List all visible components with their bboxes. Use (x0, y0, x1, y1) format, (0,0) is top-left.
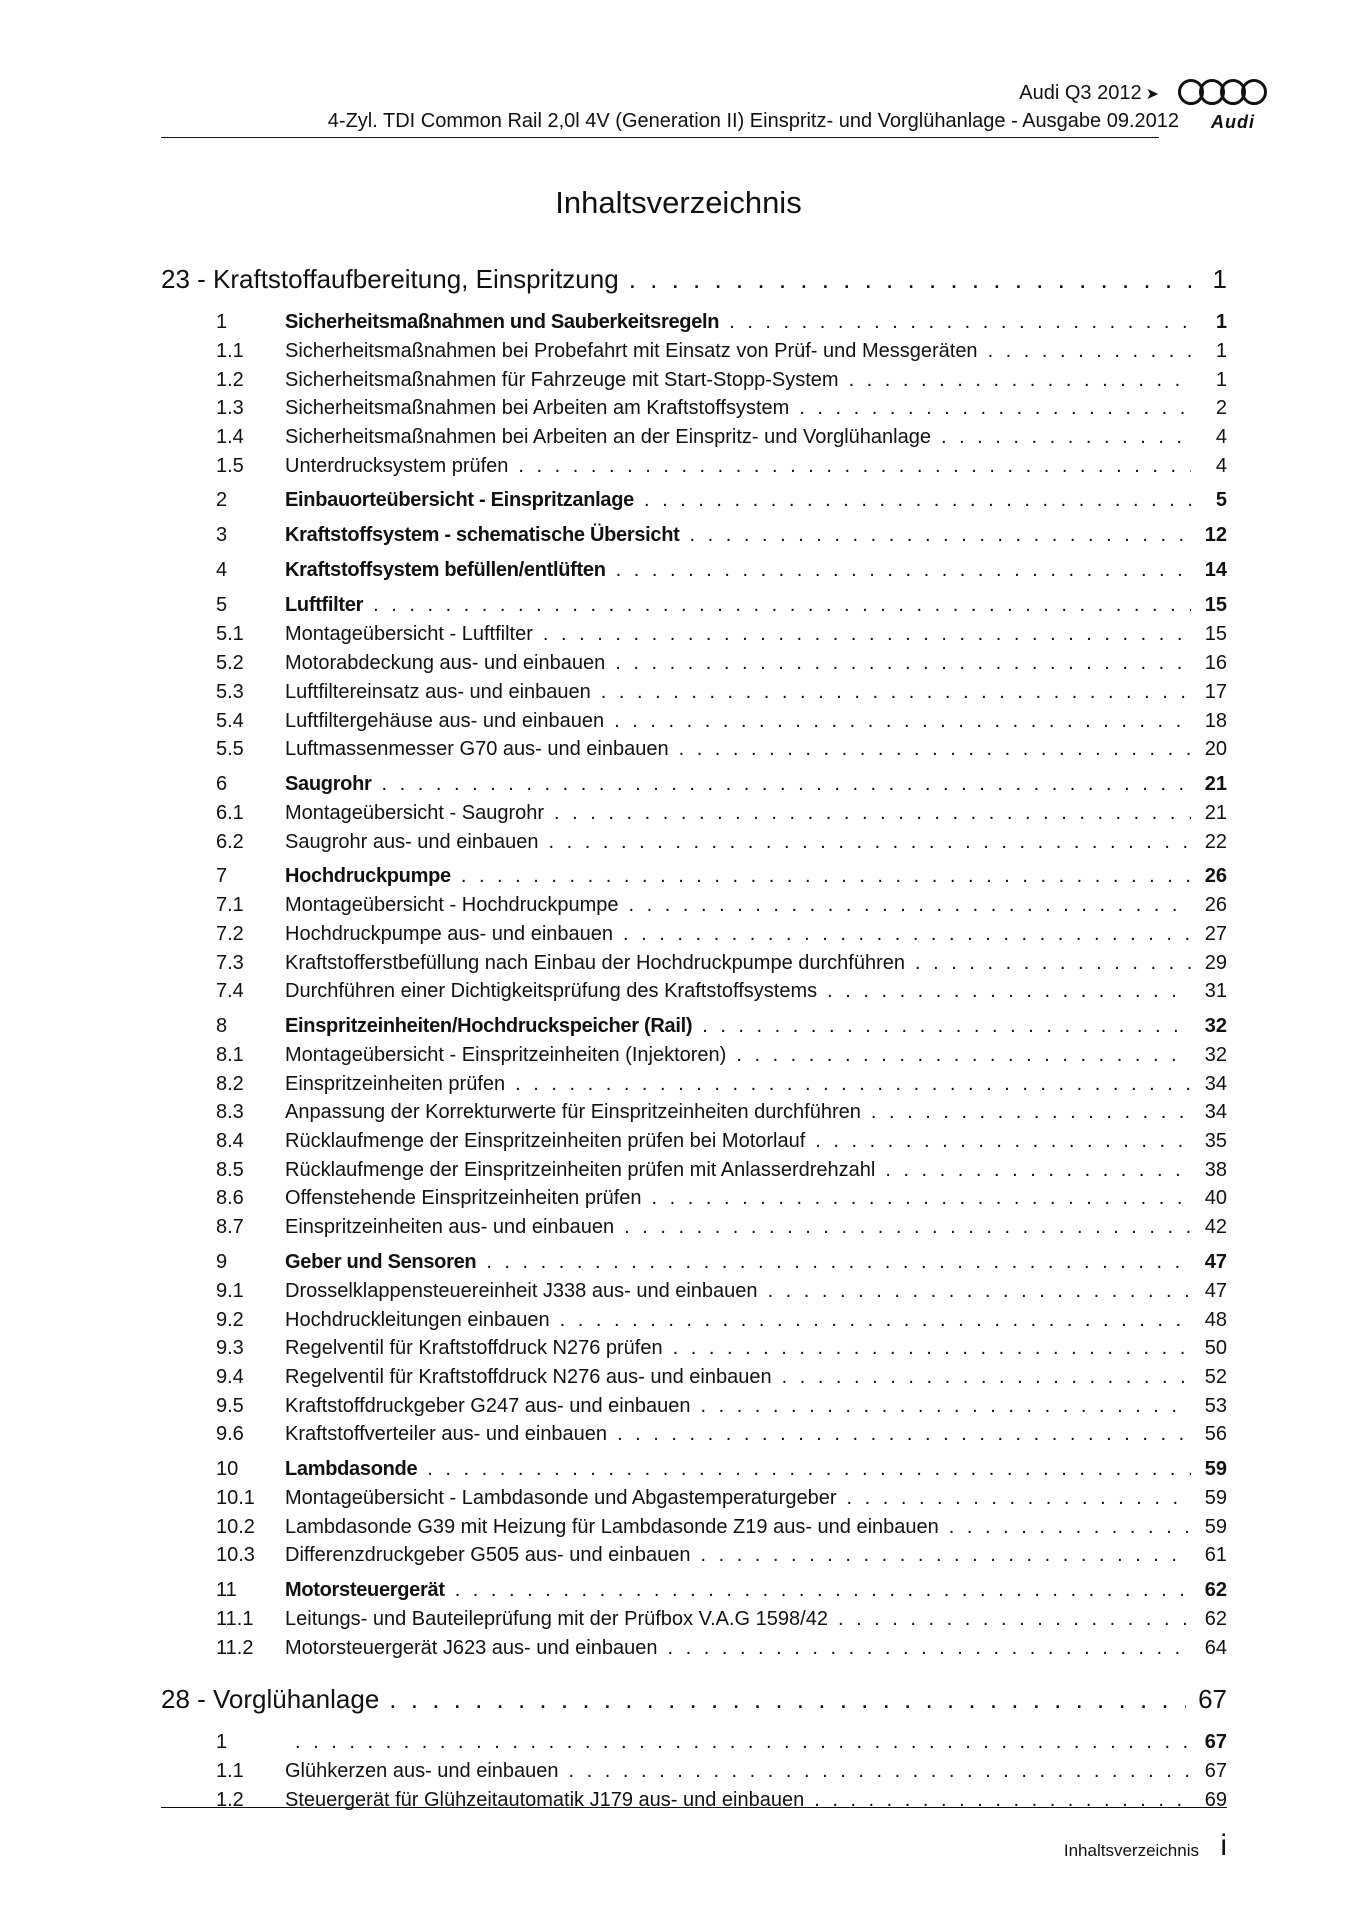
toc-subsection[interactable] (161, 977, 1227, 1006)
toc-subsection-number: 11.1 (216, 1608, 254, 1630)
toc-subsection-title: Differenzdruckgeber G505 aus- und einbauen (285, 1544, 691, 1567)
toc-leader-dots (382, 770, 1192, 799)
toc-subsection[interactable] (161, 1277, 1227, 1306)
toc-leader-dots (729, 308, 1191, 337)
toc-subsection-page: 27 (1204, 922, 1227, 945)
toc-section[interactable] (161, 1012, 1227, 1041)
toc-leader-dots (799, 394, 1191, 423)
toc-subsection-page: 4 (1215, 454, 1227, 477)
toc-subsection-page: 47 (1204, 1279, 1227, 1302)
toc-subsection-number: 7.4 (216, 980, 244, 1003)
toc-subsection[interactable] (161, 1541, 1227, 1570)
toc-subsection-page: 18 (1204, 709, 1227, 732)
toc-subsection[interactable] (161, 649, 1227, 678)
toc-section[interactable] (161, 1455, 1227, 1484)
toc-leader-dots (702, 1012, 1191, 1041)
toc-subsection-number: 1.1 (216, 1760, 244, 1783)
toc-section[interactable] (161, 308, 1227, 337)
toc-leader-dots (871, 1098, 1191, 1127)
toc-leader-dots (389, 1676, 1186, 1722)
toc-subsection-title: Sicherheitsmaßnahmen bei Arbeiten an der Einspritz- und Vorglühanlage (285, 426, 931, 449)
toc-subsection-number: 8.7 (216, 1216, 244, 1239)
toc-subsection-title: Luftmassenmesser G70 aus- und einbauen (285, 738, 669, 761)
toc-leader-dots (616, 556, 1191, 585)
toc-section-number: 1 (216, 311, 228, 333)
page-footer (161, 1807, 1227, 1867)
toc-section[interactable] (161, 862, 1227, 891)
toc-subsection-title: Sicherheitsmaßnahmen bei Arbeiten am Kraftstoffsystem (285, 397, 790, 420)
toc-subsection-page: 38 (1204, 1158, 1227, 1181)
toc-subsection[interactable] (161, 366, 1227, 395)
toc-subsection[interactable] (161, 1098, 1227, 1127)
toc-leader-dots (652, 1184, 1191, 1213)
toc-subsection[interactable] (161, 337, 1227, 366)
toc-subsection-title: Kraftstoffdruckgeber G247 aus- und einbauen (285, 1394, 691, 1417)
toc-subsection-page: 69 (1204, 1789, 1227, 1812)
toc-subsection-number: 5.2 (216, 652, 244, 675)
toc-subsection-number: 8.6 (216, 1187, 244, 1210)
toc-section-number: 2 (216, 489, 228, 512)
toc-leader-dots (667, 1634, 1191, 1663)
toc-subsection-title: Montageübersicht - Luftfilter (285, 623, 533, 646)
toc-subsection[interactable] (161, 394, 1227, 423)
toc-subsection[interactable] (161, 1484, 1227, 1513)
toc-section-number: 4 (216, 559, 228, 582)
toc-subsection-number: 8.4 (216, 1130, 244, 1153)
toc-subsection-page: 53 (1204, 1394, 1227, 1417)
toc-subsection-title: Luftfiltergehäuse aus- und einbauen (285, 709, 605, 732)
toc-section-page: 26 (1204, 865, 1227, 888)
toc-subsection-number: 10.3 (216, 1544, 255, 1567)
toc-subsection[interactable] (161, 452, 1227, 481)
toc-section-title: Geber und Sensoren (285, 1250, 477, 1273)
toc-section-page: 32 (1204, 1015, 1227, 1037)
toc-subsection-title: Luftfiltereinsatz aus- und einbauen (285, 680, 591, 703)
toc-section-title: Luftfilter (285, 594, 364, 617)
toc-subsection-title: Glühkerzen aus- und einbauen (285, 1760, 559, 1783)
toc-subsection-page: 34 (1204, 1101, 1227, 1124)
toc-subsection-page: 22 (1204, 830, 1227, 853)
toc-subsection-page: 1 (1215, 340, 1227, 362)
toc-subsection-page: 31 (1204, 980, 1227, 1003)
toc-leader-dots (849, 366, 1191, 395)
toc-section[interactable] (161, 556, 1227, 585)
toc-leader-dots (988, 337, 1191, 366)
toc-leader-dots (700, 1541, 1191, 1570)
toc-subsection-page: 4 (1215, 426, 1227, 449)
toc-subsection-title: Lambdasonde G39 mit Heizung für Lambdasonde Z19 aus- und einbauen (285, 1515, 939, 1538)
toc-subsection-title: Steuergerät für Glühzeitautomatik J179 aus- und einbauen (285, 1789, 805, 1812)
toc-subsection-page: 35 (1204, 1130, 1227, 1153)
toc-section-page: 62 (1204, 1579, 1227, 1601)
toc-leader-dots (295, 1728, 1191, 1757)
toc-subsection[interactable] (161, 620, 1227, 649)
toc-subsection-page: 29 (1204, 951, 1227, 974)
toc-subsection[interactable] (161, 1513, 1227, 1542)
toc-leader-dots (623, 920, 1191, 949)
toc-subsection[interactable] (161, 891, 1227, 920)
toc-section-number: 3 (216, 524, 228, 547)
toc-section-number: 10 (216, 1457, 239, 1480)
toc-leader-dots (549, 828, 1191, 857)
toc-subsection-number: 6.2 (216, 830, 244, 853)
toc-section-page: 15 (1204, 594, 1227, 617)
toc-subsection-title: Einspritzeinheiten aus- und einbauen (285, 1216, 615, 1239)
toc-section[interactable] (161, 1576, 1227, 1605)
toc-section[interactable] (161, 591, 1227, 620)
toc-subsection-page: 59 (1204, 1515, 1227, 1538)
toc-section-page: 59 (1204, 1457, 1227, 1480)
toc-leader-dots (838, 1605, 1191, 1634)
toc-section-title: Saugrohr (285, 772, 372, 795)
toc-subsection-page: 67 (1204, 1760, 1227, 1783)
toc-subsection[interactable] (161, 678, 1227, 707)
toc-subsection[interactable] (161, 1306, 1227, 1335)
toc-leader-dots (373, 591, 1191, 620)
toc-subsection-page: 59 (1204, 1486, 1227, 1509)
toc-section-page: 67 (1204, 1731, 1227, 1754)
toc-section-title: Einbauorteübersicht - Einspritzanlage (285, 489, 634, 512)
page-title: Inhaltsverzeichnis (555, 185, 802, 220)
toc-subsection-number: 8.1 (216, 1044, 244, 1066)
toc-subsection-number: 9.4 (216, 1365, 244, 1388)
toc-subsection[interactable] (161, 1757, 1227, 1786)
toc-subsection-title: Motorsteuergerät J623 aus- und einbauen (285, 1636, 658, 1659)
toc-section-title: Hochdruckpumpe (285, 865, 451, 888)
toc-subsection[interactable] (161, 1634, 1227, 1663)
toc-subsection-title: Hochdruckleitungen einbauen (285, 1308, 550, 1331)
toc-subsection-title: Regelventil für Kraftstoffdruck N276 aus- und einbauen (285, 1365, 772, 1388)
toc-section-title: Sicherheitsmaßnahmen und Sauberkeitsregeln (285, 311, 720, 333)
toc-subsection-number: 7.1 (216, 894, 244, 917)
toc-leader-dots (690, 521, 1192, 550)
toc-leader-dots (543, 620, 1191, 649)
toc-leader-dots (846, 1484, 1191, 1513)
toc-subsection[interactable] (161, 707, 1227, 736)
toc-subsection-number: 7.2 (216, 922, 244, 945)
toc-leader-dots (455, 1576, 1191, 1605)
toc-leader-dots (515, 1070, 1191, 1099)
toc-subsection-title: Montageübersicht - Lambdasonde und Abgastemperaturgeber (285, 1486, 837, 1509)
toc-subsection-number: 1.4 (216, 426, 244, 449)
toc-chapter-title: 23 - Kraftstoffaufbereitung, Einspritzung (161, 264, 619, 294)
toc-leader-dots (518, 452, 1191, 481)
toc-subsection-page: 48 (1204, 1308, 1227, 1331)
toc-leader-dots (629, 256, 1191, 302)
toc-section-number: 6 (216, 772, 228, 795)
toc-subsection-title: Hochdruckpumpe aus- und einbauen (285, 922, 613, 945)
toc-section-page: 21 (1204, 772, 1227, 795)
toc-subsection-page: 50 (1204, 1337, 1227, 1360)
toc-subsection-page: 16 (1204, 652, 1227, 675)
toc-subsection[interactable] (161, 1363, 1227, 1392)
toc-subsection-page: 26 (1204, 894, 1227, 917)
toc-section-number: 9 (216, 1250, 228, 1273)
toc-subsection[interactable] (161, 920, 1227, 949)
toc-subsection-page: 61 (1204, 1544, 1227, 1567)
toc-leader-dots (782, 1363, 1191, 1392)
toc-section-number: 11 (216, 1579, 237, 1601)
toc-subsection-title: Rücklaufmenge der Einspritzeinheiten prüfen mit Anlasserdrehzahl (285, 1158, 876, 1181)
toc-subsection-page: 21 (1204, 801, 1227, 824)
toc-leader-dots (624, 1213, 1191, 1242)
toc-leader-dots (554, 799, 1191, 828)
toc-subsection-page: 56 (1204, 1423, 1227, 1446)
toc-subsection-title: Kraftstoffverteiler aus- und einbauen (285, 1423, 608, 1446)
toc-subsection-number: 9.3 (216, 1337, 244, 1360)
toc-section-page: 47 (1204, 1250, 1227, 1273)
toc-section-title: Kraftstoffsystem befüllen/entlüften (285, 559, 606, 582)
toc-leader-dots (560, 1306, 1191, 1335)
toc-subsection-number: 5.3 (216, 680, 244, 703)
toc-subsection-page: 2 (1215, 397, 1227, 420)
brand-wordmark: Audi (1211, 112, 1255, 132)
toc-subsection-title: Anpassung der Korrekturwerte für Einspritzeinheiten durchführen (285, 1101, 861, 1124)
toc-subsection-title: Sicherheitsmaßnahmen für Fahrzeuge mit Start-Stopp-System (285, 368, 839, 391)
toc-section-title: Einspritzeinheiten/Hochdruckspeicher (Rail) (285, 1015, 693, 1037)
toc-chapter-title: 28 - Vorglühanlage (161, 1684, 380, 1715)
toc-subsection-number: 9.5 (216, 1394, 244, 1417)
header-rule (161, 137, 1159, 138)
toc-section[interactable] (161, 770, 1227, 799)
toc-subsection-title: Regelventil für Kraftstoffdruck N276 prüfen (285, 1337, 663, 1360)
toc-subsection-number: 5.1 (216, 623, 244, 646)
toc-subsection-title: Kraftstofferstbefüllung nach Einbau der Hochdruckpumpe durchführen (285, 951, 906, 974)
toc-section-page: 5 (1215, 489, 1227, 512)
footer-rule (161, 1807, 1227, 1808)
toc-subsection-page: 40 (1204, 1187, 1227, 1210)
toc-subsection[interactable] (161, 1420, 1227, 1449)
toc-leader-dots (427, 1455, 1191, 1484)
toc-section[interactable] (161, 486, 1227, 515)
toc-subsection[interactable] (161, 1156, 1227, 1185)
toc-leader-dots (461, 862, 1191, 891)
toc-subsection-number: 1.2 (216, 1789, 244, 1812)
toc-subsection-title: Einspritzeinheiten prüfen (285, 1072, 506, 1095)
toc-subsection-title: Unterdrucksystem prüfen (285, 454, 509, 477)
toc-section-number: 8 (216, 1015, 228, 1037)
toc-section[interactable] (161, 1728, 1227, 1757)
toc-subsection-title: Sicherheitsmaßnahmen bei Probefahrt mit Einsatz von Prüf- und Messgeräten (285, 340, 978, 362)
toc-subsection-title: Durchführen einer Dichtigkeitsprüfung des Kraftstoffsystems (285, 980, 818, 1003)
toc-subsection-page: 64 (1204, 1636, 1227, 1659)
model-text: Audi Q3 2012 (1019, 82, 1142, 104)
page-header (161, 74, 1271, 140)
arrow-icon: ➤ (1145, 86, 1159, 103)
toc-section-page: 14 (1204, 559, 1227, 582)
footer-page-number: i (1220, 1829, 1227, 1862)
toc-subsection-title: Leitungs- und Bauteileprüfung mit der Prüfbox V.A.G 1598/42 (285, 1608, 828, 1630)
toc-leader-dots (815, 1127, 1191, 1156)
toc-subsection-title: Montageübersicht - Saugrohr (285, 801, 545, 824)
toc-subsection-page: 17 (1204, 680, 1227, 703)
toc-subsection-number: 1.5 (216, 454, 244, 477)
toc-leader-dots (827, 977, 1191, 1006)
four-rings-logo-icon (1175, 78, 1271, 106)
footer-label: Inhaltsverzeichnis (1063, 1841, 1199, 1860)
toc-subsection-title: Saugrohr aus- und einbauen (285, 830, 539, 853)
toc-section-number: 1 (216, 1731, 228, 1754)
toc-subsection[interactable] (161, 1041, 1227, 1070)
toc-leader-dots (941, 423, 1191, 452)
toc-subsection-number: 6.1 (216, 801, 244, 824)
toc-leader-dots (673, 1334, 1191, 1363)
toc-subsection-page: 15 (1204, 623, 1227, 646)
toc-section-title: Kraftstoffsystem - schematische Übersicht (285, 524, 680, 547)
toc-leader-dots (915, 949, 1191, 978)
toc-subsection[interactable] (161, 799, 1227, 828)
toc-subsection-title: Montageübersicht - Hochdruckpumpe (285, 894, 619, 917)
toc-chapter[interactable] (161, 256, 1227, 302)
table-of-contents (161, 256, 1227, 1815)
toc-leader-dots (679, 735, 1191, 764)
toc-leader-dots (768, 1277, 1191, 1306)
toc-chapter-page: 1 (1212, 264, 1227, 294)
toc-chapter-page: 67 (1198, 1684, 1227, 1715)
toc-subsection-title: Motorabdeckung aus- und einbauen (285, 652, 606, 675)
toc-leader-dots (885, 1156, 1191, 1185)
toc-subsection-number: 9.1 (216, 1279, 244, 1302)
toc-leader-dots (736, 1041, 1191, 1070)
toc-subsection-title: Offenstehende Einspritzeinheiten prüfen (285, 1187, 642, 1210)
toc-subsection[interactable] (161, 949, 1227, 978)
toc-subsection-number: 10.1 (216, 1486, 255, 1509)
toc-subsection[interactable] (161, 1334, 1227, 1363)
toc-subsection-page: 1 (1215, 368, 1227, 391)
toc-subsection[interactable] (161, 1605, 1227, 1634)
toc-leader-dots (949, 1513, 1191, 1542)
toc-section-page: 1 (1215, 311, 1227, 333)
toc-chapter[interactable] (161, 1676, 1227, 1722)
toc-leader-dots (615, 649, 1191, 678)
toc-leader-dots (629, 891, 1191, 920)
toc-subsection-title: Rücklaufmenge der Einspritzeinheiten prüfen bei Motorlauf (285, 1130, 806, 1153)
toc-subsection-title: Drosselklappensteuereinheit J338 aus- und einbauen (285, 1279, 758, 1302)
toc-subsection[interactable] (161, 1184, 1227, 1213)
toc-subsection-number: 9.6 (216, 1423, 244, 1446)
toc-section-number: 7 (216, 865, 228, 888)
toc-subsection[interactable] (161, 1213, 1227, 1242)
toc-subsection-number: 1.2 (216, 368, 244, 391)
toc-subsection-number: 1.3 (216, 397, 244, 420)
toc-subsection[interactable] (161, 735, 1227, 764)
toc-leader-dots (601, 678, 1191, 707)
toc-section-page: 12 (1204, 524, 1227, 547)
toc-subsection-number: 9.2 (216, 1308, 244, 1331)
toc-leader-dots (486, 1248, 1191, 1277)
toc-subsection[interactable] (161, 423, 1227, 452)
toc-section[interactable] (161, 1248, 1227, 1277)
toc-subsection-page: 20 (1204, 738, 1227, 761)
toc-leader-dots (644, 486, 1191, 515)
toc-subsection-number: 10.2 (216, 1515, 255, 1538)
toc-section-number: 5 (216, 594, 228, 617)
toc-subsection-number: 1.1 (216, 340, 244, 362)
toc-subsection-page: 34 (1204, 1072, 1227, 1095)
toc-subsection-number: 8.5 (216, 1158, 244, 1181)
toc-subsection-number: 8.3 (216, 1101, 244, 1124)
toc-subsection-number: 11.2 (216, 1636, 254, 1659)
toc-leader-dots (569, 1757, 1191, 1786)
toc-section-title: Motorsteuergerät (285, 1579, 445, 1601)
toc-subsection-page: 42 (1204, 1216, 1227, 1239)
toc-leader-dots (700, 1392, 1191, 1421)
toc-subsection-number: 5.4 (216, 709, 244, 732)
toc-leader-dots (617, 1420, 1191, 1449)
toc-subsection-title: Montageübersicht - Einspritzeinheiten (Injektoren) (285, 1044, 727, 1066)
model-line (1019, 82, 1159, 105)
toc-subsection[interactable] (161, 1127, 1227, 1156)
toc-section[interactable] (161, 521, 1227, 550)
toc-subsection-page: 62 (1204, 1608, 1227, 1630)
document-subtitle: 4-Zyl. TDI Common Rail 2,0l 4V (Generation II) Einspritz- und Vorglühanlage - Ausgabe 09.2012 (327, 110, 1179, 132)
toc-leader-dots (614, 707, 1191, 736)
toc-subsection-page: 52 (1204, 1365, 1227, 1388)
toc-subsection-number: 7.3 (216, 951, 244, 974)
toc-subsection[interactable] (161, 1392, 1227, 1421)
toc-section-title: Lambdasonde (285, 1457, 418, 1480)
toc-subsection[interactable] (161, 1070, 1227, 1099)
toc-subsection-number: 5.5 (216, 738, 244, 761)
toc-subsection[interactable] (161, 828, 1227, 857)
toc-subsection-number: 8.2 (216, 1072, 244, 1095)
toc-subsection-page: 32 (1204, 1044, 1227, 1066)
